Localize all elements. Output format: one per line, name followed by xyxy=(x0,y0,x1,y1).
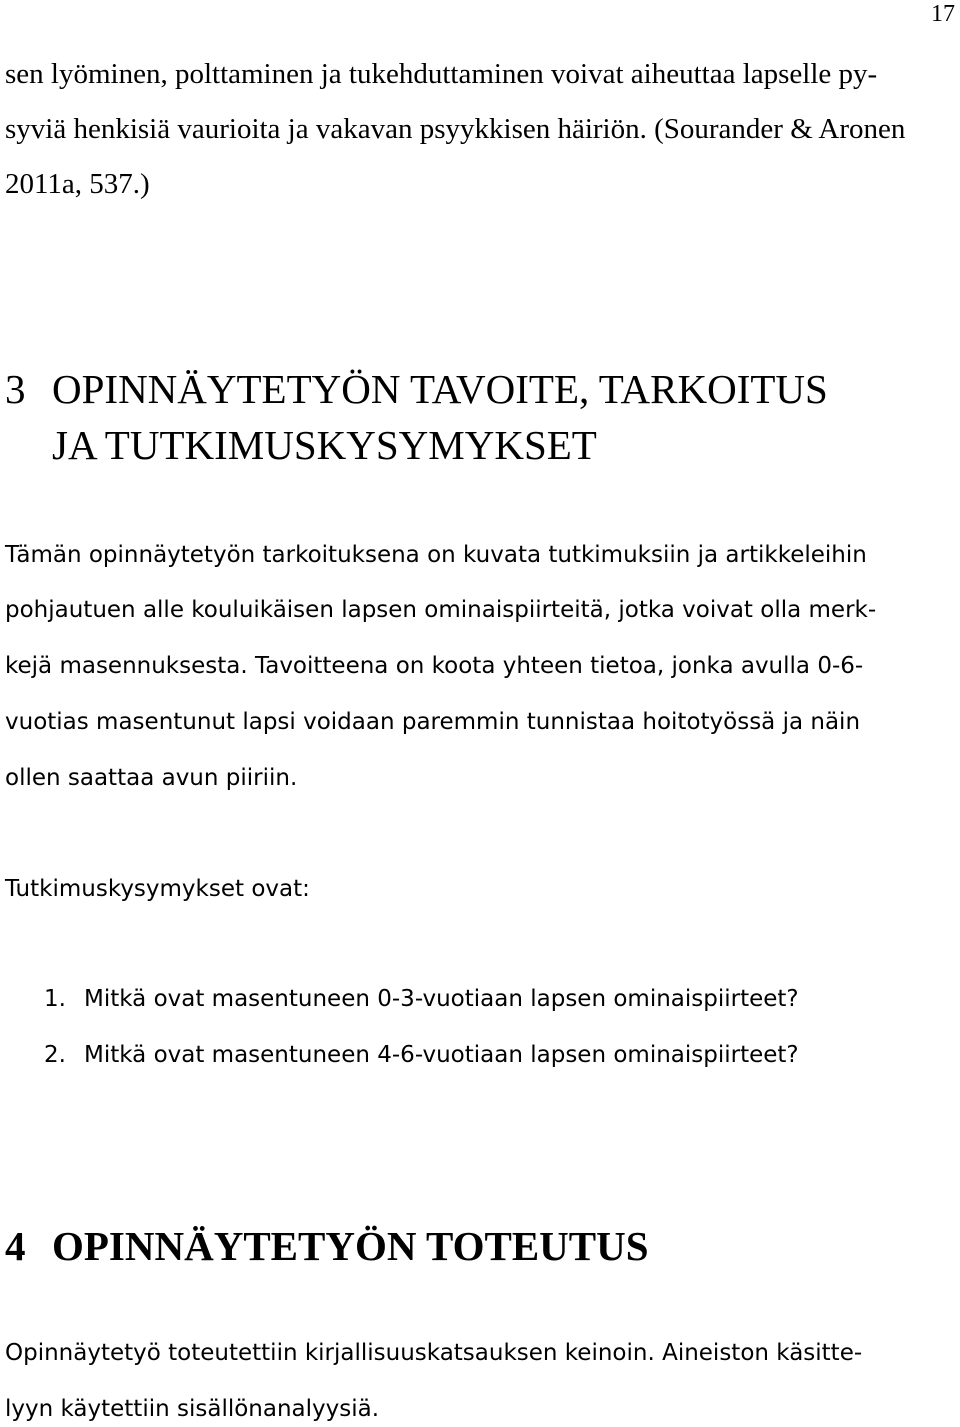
questions-label: Tutkimuskysymykset ovat: xyxy=(5,876,310,902)
section-3-heading-line-1 xyxy=(5,365,828,413)
question-item-2 xyxy=(44,1042,799,1068)
section-4-heading xyxy=(5,1222,649,1270)
section-3-paragraph-line-3: kejä masennuksesta. Tavoitteena on koota yhteen tietoa, jonka avulla 0-6- xyxy=(5,653,864,679)
intro-line-3: 2011a, 537.) xyxy=(5,168,150,200)
question-text: Mitkä ovat masentuneen 4-6-vuotiaan lapsen ominaispiirteet? xyxy=(84,1042,799,1068)
intro-line-2: syviä henkisiä vaurioita ja vakavan psyykkisen häiriön. (Sourander & Aronen xyxy=(5,113,906,145)
section-3-title-line-2: JA TUTKIMUSKYSYMYKSET xyxy=(52,422,597,468)
section-3-paragraph-line-5: ollen saattaa avun piiriin. xyxy=(5,765,298,791)
section-4-paragraph-line-1: Opinnäytetyö toteutettiin kirjallisuuskatsauksen keinoin. Aineiston käsitte- xyxy=(5,1340,863,1366)
section-4-paragraph-line-2: lyyn käytettiin sisällönanalyysiä. xyxy=(5,1396,380,1422)
section-4-title: OPINNÄYTETYÖN TOTEUTUS xyxy=(52,1223,649,1269)
page-number: 17 xyxy=(931,1,955,27)
question-item-1 xyxy=(44,986,799,1012)
question-number: 2. xyxy=(44,1042,66,1068)
section-3-paragraph-line-1: Tämän opinnäytetyön tarkoituksena on kuvata tutkimuksiin ja artikkeleihin xyxy=(5,542,867,568)
section-3-paragraph-line-2: pohjautuen alle kouluikäisen lapsen ominaispiirteitä, jotka voivat olla merk- xyxy=(5,597,877,623)
section-3-number: 3 xyxy=(5,366,26,412)
section-3-title-line-1: OPINNÄYTETYÖN TAVOITE, TARKOITUS xyxy=(52,366,828,412)
question-text: Mitkä ovat masentuneen 0-3-vuotiaan lapsen ominaispiirteet? xyxy=(84,986,799,1012)
section-4-number: 4 xyxy=(5,1223,26,1269)
section-3-paragraph-line-4: vuotias masentunut lapsi voidaan paremmin tunnistaa hoitotyössä ja näin xyxy=(5,709,861,735)
question-number: 1. xyxy=(44,986,66,1012)
intro-line-1: sen lyöminen, polttaminen ja tukehduttaminen voivat aiheuttaa lapselle py- xyxy=(5,58,878,90)
